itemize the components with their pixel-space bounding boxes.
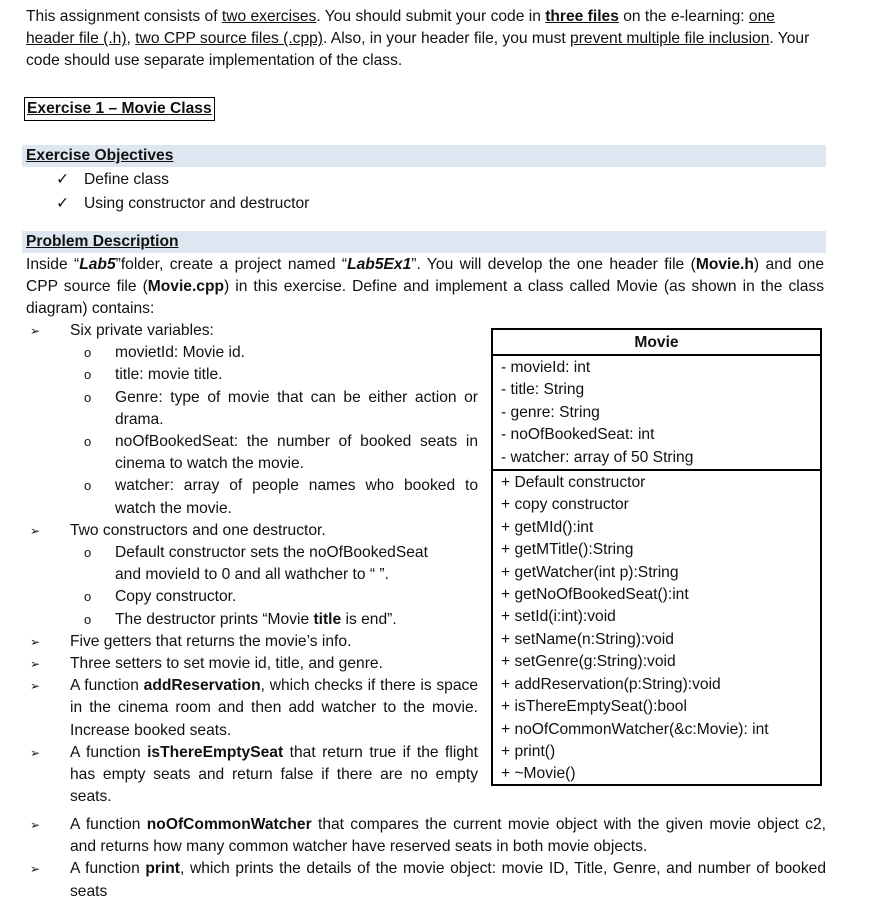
- arrow-bullet-icon: ➢: [30, 324, 41, 338]
- circle-bullet-icon: o: [84, 434, 92, 450]
- cpp-file-name: Movie.cpp: [147, 278, 225, 296]
- function-name: addReservation: [143, 677, 261, 695]
- list-text: Genre: type of movie that can be either action or drama.: [115, 388, 478, 428]
- bottom-list: [26, 814, 826, 903]
- circle-bullet-icon: o: [84, 478, 92, 494]
- exercise-title: Exercise 1 – Movie Class: [24, 97, 215, 121]
- list-text: Copy constructor.: [115, 588, 237, 606]
- list-item: [26, 858, 826, 902]
- arrow-bullet-icon: ➢: [30, 818, 41, 832]
- sub-list-item: [26, 542, 478, 564]
- prevent-inclusion-text: prevent multiple file inclusion: [570, 30, 770, 48]
- list-item: [26, 742, 478, 809]
- list-text-bold: title: [313, 610, 342, 628]
- uml-method: + print(): [501, 742, 556, 760]
- uml-method: + copy constructor: [501, 496, 629, 514]
- circle-bullet-icon: o: [84, 589, 92, 605]
- objective-label: Using constructor and destructor: [84, 195, 310, 212]
- circle-bullet-icon: o: [84, 545, 92, 561]
- list-text: , which prints the details of the movie object: movie ID, Title, Genre, and number of booked seats: [70, 860, 827, 900]
- objectives-heading: Exercise Objectives: [26, 147, 174, 164]
- problem-text: ) in this exercise. Define and implement a class called Movie (as shown in the class diagram) contains:: [26, 278, 824, 318]
- uml-method: + setId(i:int):void: [501, 608, 616, 626]
- sub-list-item: [26, 364, 478, 386]
- sub-list-item: [26, 431, 478, 475]
- list-text: noOfBookedSeat: the number of booked seats in cinema to watch the movie.: [115, 433, 478, 473]
- uml-attribute: - watcher: array of 50 String: [501, 448, 694, 466]
- intro-text: . Your code should use separate implementation of the class.: [26, 30, 810, 70]
- three-files-text: three files: [545, 8, 619, 25]
- list-text: Three setters to set movie id, title, and genre.: [70, 655, 383, 673]
- circle-bullet-icon: o: [84, 345, 92, 361]
- checkmark-icon: ✓: [56, 171, 70, 188]
- list-item: [26, 653, 478, 675]
- list-text: , which checks if there is space in the cinema room and then add watcher to the movie. Increase booked seats.: [70, 677, 478, 739]
- list-item: [26, 814, 826, 858]
- list-text: that compares the current movie object with the given movie object c2, and returns how many common watcher have reserved seats in both movie objects.: [70, 816, 826, 856]
- problem-text: Inside “: [26, 256, 80, 273]
- problem-heading: Problem Description: [26, 233, 179, 250]
- project-name: Lab5Ex1: [347, 256, 412, 273]
- list-text: that return true if the flight has empty seats and return false if there are no empty seats.: [70, 743, 478, 806]
- uml-method: + isThereEmptySeat():bool: [501, 698, 687, 716]
- list-item: [26, 320, 478, 342]
- list-text: Default constructor sets the noOfBookedSeat: [115, 544, 428, 562]
- sub-list-item: [26, 609, 478, 631]
- uml-method: + setName(n:String):void: [501, 630, 674, 648]
- one-header-text: one header file (.h): [26, 8, 775, 48]
- arrow-bullet-icon: ➢: [30, 862, 41, 877]
- problem-intro: [26, 254, 824, 321]
- sub-list-continuation: and movieId to 0 and all wathcher to “ ”.: [115, 566, 389, 584]
- folder-name: Lab5: [79, 256, 116, 273]
- uml-method: + getWatcher(int p):String: [501, 563, 679, 581]
- arrow-bullet-icon: ➢: [30, 745, 41, 760]
- header-file-name: Movie.h: [695, 256, 754, 273]
- sub-list-item: [26, 387, 478, 431]
- list-text: The destructor prints “Movie: [115, 610, 314, 628]
- uml-attribute: - title: String: [501, 381, 585, 399]
- uml-method: + noOfCommonWatcher(&c:Movie): int: [501, 720, 769, 738]
- function-name: print: [145, 860, 181, 878]
- sub-list-item: [26, 475, 478, 519]
- list-item: [26, 631, 478, 653]
- problem-text: ) and one CPP source file (: [26, 256, 824, 296]
- function-name: isThereEmptySeat: [147, 743, 284, 761]
- uml-methods: [493, 471, 820, 786]
- list-text: A function: [70, 860, 146, 878]
- circle-bullet-icon: o: [84, 611, 92, 627]
- circle-bullet-icon: o: [84, 367, 92, 383]
- two-exercises-text: two exercises: [221, 8, 317, 25]
- function-name: noOfCommonWatcher: [146, 816, 312, 833]
- uml-method: + getMId():int: [501, 518, 594, 536]
- intro-text: This assignment consists of: [26, 8, 222, 25]
- uml-method: + addReservation(p:String):void: [501, 675, 721, 693]
- list-text: is end”.: [341, 610, 397, 628]
- list-text: watcher: array of people names who booked to watch the movie.: [115, 477, 478, 517]
- uml-attribute: - noOfBookedSeat: int: [501, 426, 655, 444]
- arrow-bullet-icon: ➢: [30, 679, 41, 694]
- arrow-bullet-icon: ➢: [30, 634, 41, 649]
- sub-list-item: [26, 342, 478, 364]
- list-text: A function: [70, 816, 147, 833]
- problem-text: ”folder, create a project named “: [115, 256, 348, 273]
- list-text: movietId: Movie id.: [115, 344, 245, 362]
- list-text: A function: [70, 743, 148, 761]
- list-text: A function: [70, 677, 144, 695]
- intro-text: ,: [126, 30, 136, 48]
- objective-label: Define class: [84, 171, 169, 188]
- intro-text: on the e-learning:: [618, 8, 749, 25]
- arrow-bullet-icon: ➢: [30, 657, 41, 672]
- intro-text: . You should submit your code in: [316, 8, 546, 25]
- problem-text: ”. You will develop the one header file (: [411, 256, 696, 273]
- two-cpp-text: two CPP source files (.cpp): [135, 30, 323, 48]
- checkmark-icon: ✓: [56, 195, 70, 212]
- list-text: Six private variables:: [70, 322, 214, 339]
- list-text: Five getters that returns the movie’s info.: [70, 632, 352, 650]
- arrow-bullet-icon: ➢: [30, 523, 41, 538]
- intro-text: . Also, in your header file, you must: [323, 30, 571, 48]
- uml-method: + ~Movie(): [501, 765, 576, 783]
- uml-method: + getNoOfBookedSeat():int: [501, 586, 689, 604]
- objective-item: [56, 193, 309, 215]
- uml-attribute: - movieId: int: [501, 359, 591, 376]
- list-item: [26, 675, 478, 742]
- requirements-list: [26, 320, 478, 808]
- uml-method: + setGenre(g:String):void: [501, 653, 676, 671]
- uml-class-name: Movie: [493, 330, 820, 356]
- list-text: title: movie title.: [115, 366, 223, 384]
- uml-attributes: [493, 356, 820, 471]
- uml-method: + Default constructor: [501, 474, 646, 492]
- list-item: [26, 520, 478, 542]
- uml-attribute: - genre: String: [501, 403, 600, 421]
- circle-bullet-icon: o: [84, 389, 92, 405]
- uml-class-diagram: [491, 328, 822, 786]
- sub-list-item: [26, 586, 478, 608]
- objective-item: [56, 169, 169, 191]
- list-text: Two constructors and one destructor.: [70, 521, 326, 539]
- intro-paragraph: [26, 6, 826, 73]
- uml-method: + getMTitle():String: [501, 541, 634, 559]
